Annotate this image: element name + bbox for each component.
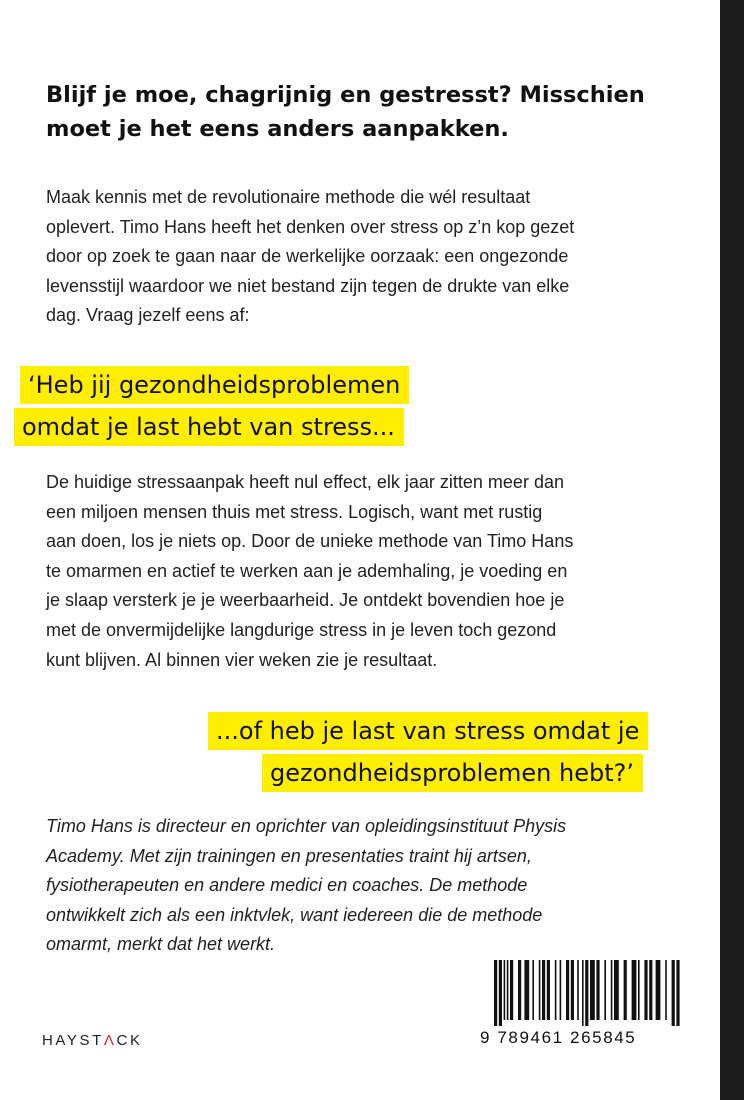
intro-line: Maak kennis met de revolutionaire methode die wél resultaat [46,187,531,207]
bio-line: ontwikkelt zich als een inktvlek, want iedereen die de methode [46,904,543,925]
publisher-logo-triangle: Λ [103,1032,117,1049]
barcode-bar [518,960,521,1020]
barcode-bar [585,960,588,1026]
bio-line: Academy. Met zijn trainingen en presentaties traint hij artsen, [46,845,532,866]
intro-line: dag. Vraag jezelf eens af: [46,305,250,326]
intro-line: oplevert. Timo Hans heeft het denken over stress op z’n kop gezet [46,216,575,237]
headline [46,78,686,146]
highlight-quote-2-line-1: ...of heb je last van stress omdat je [208,712,648,750]
barcode-bar [539,960,541,1020]
barcode-bar [649,960,652,1020]
barcode-bar [504,960,506,1020]
barcode-bar [590,960,595,1020]
barcode-bar [571,960,574,1020]
intro-line: door op zoek te gaan naar de werkelijke oorzaak: een ongezonde [46,246,569,267]
barcode-bar [676,960,679,1026]
barcode-bar [632,960,637,1020]
barcode-bar [532,960,534,1020]
body-line: De huidige stressaanpak heeft nul effect, elk jaar zitten meer dan [46,472,564,492]
body-line: met de onvermijdelijke langdurige stress in je leven toch gezond [46,619,557,640]
barcode-bar [665,960,667,1020]
isbn-number: 9 789461 265845 [480,1028,637,1047]
body-line: te omarmen en actief te werken aan je ademhaling, je voeding en [46,560,568,581]
body-line: kunt blijven. Al binnen vier weken zie je resultaat. [46,649,438,670]
barcode-bar [566,960,569,1020]
author-bio [46,812,686,960]
barcode-bar [555,960,557,1020]
book-spine-edge [720,0,744,1100]
barcode-bar [542,960,545,1020]
barcode-bar [499,960,502,1026]
barcode-bars [480,960,712,1026]
barcode-bar [644,960,647,1020]
highlight-quote-1-line-2: omdat je last hebt van stress... [14,408,404,446]
barcode-bar [577,960,579,1020]
body-line: aan doen, los je niets op. Door de unieke methode van Timo Hans [46,531,574,552]
intro-line: levensstijl waardoor we niet bestand zijn tegen de drukte van elke [46,275,570,296]
publisher-logo-part: CK [116,1032,143,1049]
body-line: je slaap versterk je je weerbaarheid. Je ontdekt bovendien hoe je [46,590,565,611]
barcode-bar [507,960,509,1020]
barcode-bar [494,960,497,1026]
body-line: een miljoen mensen thuis met stress. Logisch, want met rustig [46,501,543,522]
barcode-bar [547,960,550,1020]
barcode-bar [604,960,606,1020]
publisher-logo-part: HAYST [42,1032,104,1049]
highlight-quote-1-line-1: ‘Heb jij gezondheidsproblemen [20,366,409,404]
barcode-bar [611,960,613,1020]
barcode-bar [510,960,513,1020]
intro-paragraph [46,183,686,331]
barcode-bar [656,960,661,1020]
barcode-bar [524,960,529,1020]
body-paragraph [46,468,686,675]
barcode-bar [560,960,562,1020]
bio-line: Timo Hans is directeur en oprichter van opleidingsinstituut Physis [46,816,567,836]
barcode-bar [624,960,627,1020]
highlight-quote-2-line-2: gezondheidsproblemen hebt?’ [262,754,643,792]
publisher-logo [42,1032,143,1049]
barcode-bar [596,960,599,1020]
barcode-bar [582,960,584,1026]
bio-line: omarmt, merkt dat het werkt. [46,934,276,955]
bio-line: fysiotherapeuten en andere medici en coaches. De methode [46,875,528,896]
headline-line-2: moet je het eens anders aanpakken. [46,116,509,142]
headline-line-1: Blijf je moe, chagrijnig en gestresst? Misschien [46,82,645,108]
barcode-bar [672,960,675,1026]
barcode-bar [614,960,619,1020]
barcode-bar [638,960,640,1020]
